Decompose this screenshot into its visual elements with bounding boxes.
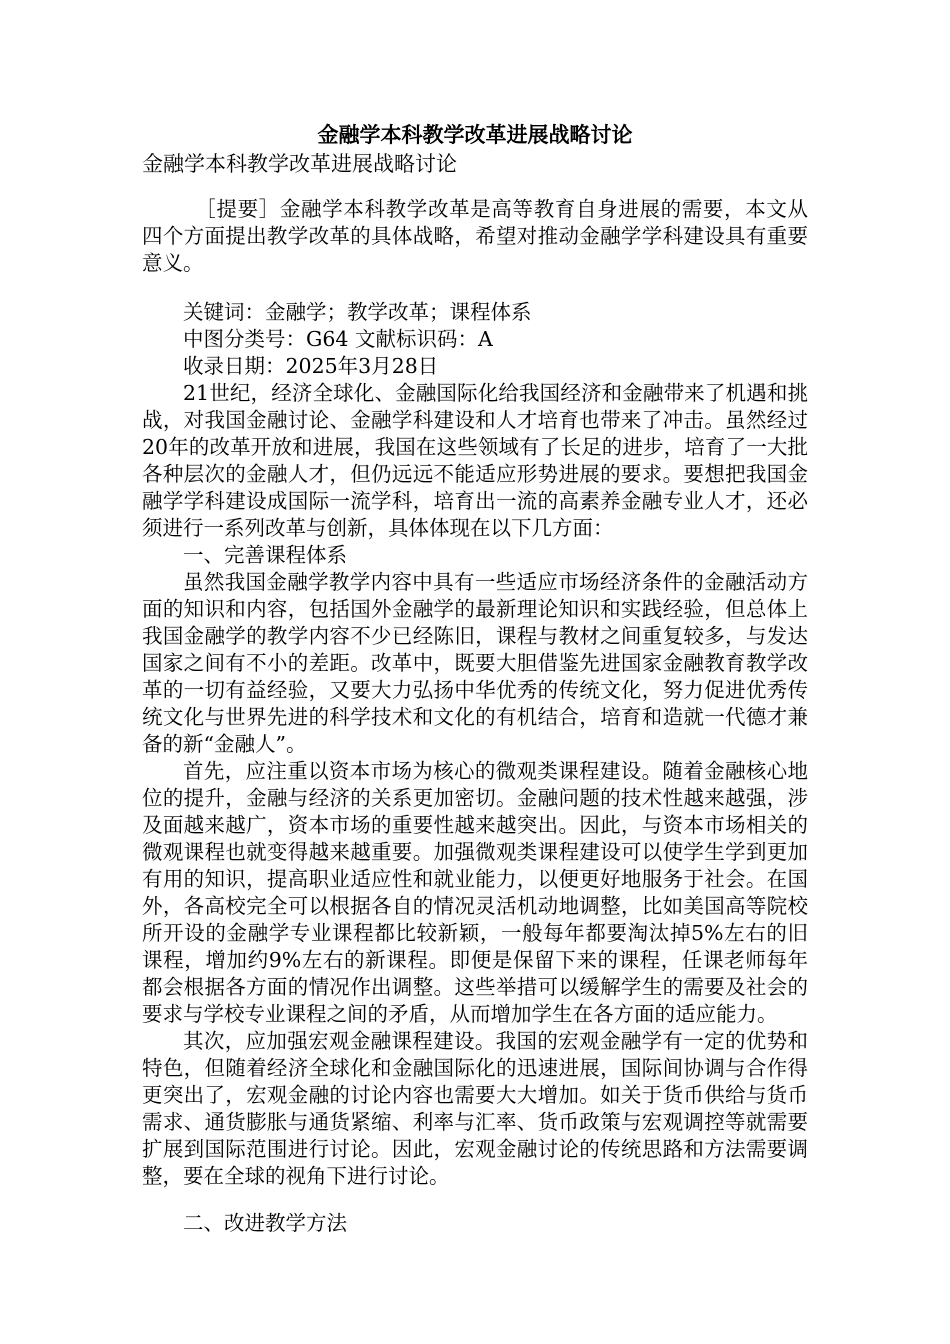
abstract-paragraph: ［提要］金融学本科教学改革是高等教育自身进展的需要，本文从四个方面提出教学改革的具体战略，希望对推动金融学学科建设具有重要意义。 bbox=[142, 197, 808, 275]
section1-paragraph-2: 首先，应注重以资本市场为核心的微观类课程建设。随着金融核心地位的提升，金融与经济的关系更加密切。金融问题的技术性越来越强，涉及面越来越广，资本市场的重要性越来越突出。因此，与资本市场相关的微观课程也就变得越来越重要。加强微观类课程建设可以使学生学到更加有用的知识，提高职业适应性和就业能力，以便更好地服务于社会。在国外，各高校完全可以根据各自的情况灵活机动地调整，比如美国高等院校所开设的金融学专业课程都比较新颖，一般每年都要淘汰掉5%左右的旧课程，增加约9%左右的新课程。即便是保留下来的课程，任课老师每年都会根据各方面的情况作出调整。这些举措可以缓解学生的需要及社会的要求与学校专业课程之间的矛盾，从而增加学生在各方面的适应能力。 bbox=[142, 759, 808, 1026]
intro-paragraph: 21世纪，经济全球化、金融国际化给我国经济和金融带来了机遇和挑战，对我国金融讨论、金融学科建设和人才培育也带来了冲击。虽然经过20年的改革开放和进展，我国在这些领域有了长足的进步，培育了一大批各种层次的金融人才，但仍远远不能适应形势进展的要求。要想把我国金融学学科建设成国际一流学科，培育出一流的高素养金融专业人才，还必须进行一系列改革与创新，具体体现在以下几方面： bbox=[142, 381, 808, 540]
section1-paragraph-1: 虽然我国金融学教学内容中具有一些适应市场经济条件的金融活动方面的知识和内容，包括国外金融学的最新理论知识和实践经验，但总体上我国金融学的教学内容不少已经陈旧，课程与教材之间重复较多，与发达国家之间有不小的差距。改革中，既要大胆借鉴先进国家金融教育教学改革的一切有益经验，又要大力弘扬中华优秀的传统文化，努力促进优秀传统文化与世界先进的科学技术和文化的有机结合，培育和造就一代德才兼备的新“金融人”。 bbox=[142, 570, 808, 756]
received-date-line: 收录日期：2025年3月28日 bbox=[183, 354, 439, 378]
document-page bbox=[142, 120, 808, 1237]
section-heading-2: 二、改进教学方法 bbox=[183, 1211, 347, 1235]
section1-paragraph-3: 其次，应加强宏观金融课程建设。我国的宏观金融学有一定的优势和特色，但随着经济全球化和金融国际化的迅速进展，国际间协调与合作得更突出了，宏观金融的讨论内容也需要大大增加。如关于货币供给与货币需求、通货膨胀与通货紧缩、利率与汇率、货币政策与宏观调控等就需要扩展到国际范围进行讨论。因此，宏观金融讨论的传统思路和方法需要调整，要在全球的视角下进行讨论。 bbox=[142, 1029, 808, 1188]
metadata-block bbox=[142, 299, 808, 380]
classification-line: 中图分类号：G64 文献标识码：A bbox=[183, 327, 493, 351]
section-heading-1: 一、完善课程体系 bbox=[183, 543, 347, 567]
keywords-line: 关键词：金融学；教学改革；课程体系 bbox=[183, 300, 532, 324]
document-title: 金融学本科教学改革进展战略讨论 bbox=[317, 122, 633, 147]
document-subtitle: 金融学本科教学改革进展战略讨论 bbox=[142, 152, 457, 176]
